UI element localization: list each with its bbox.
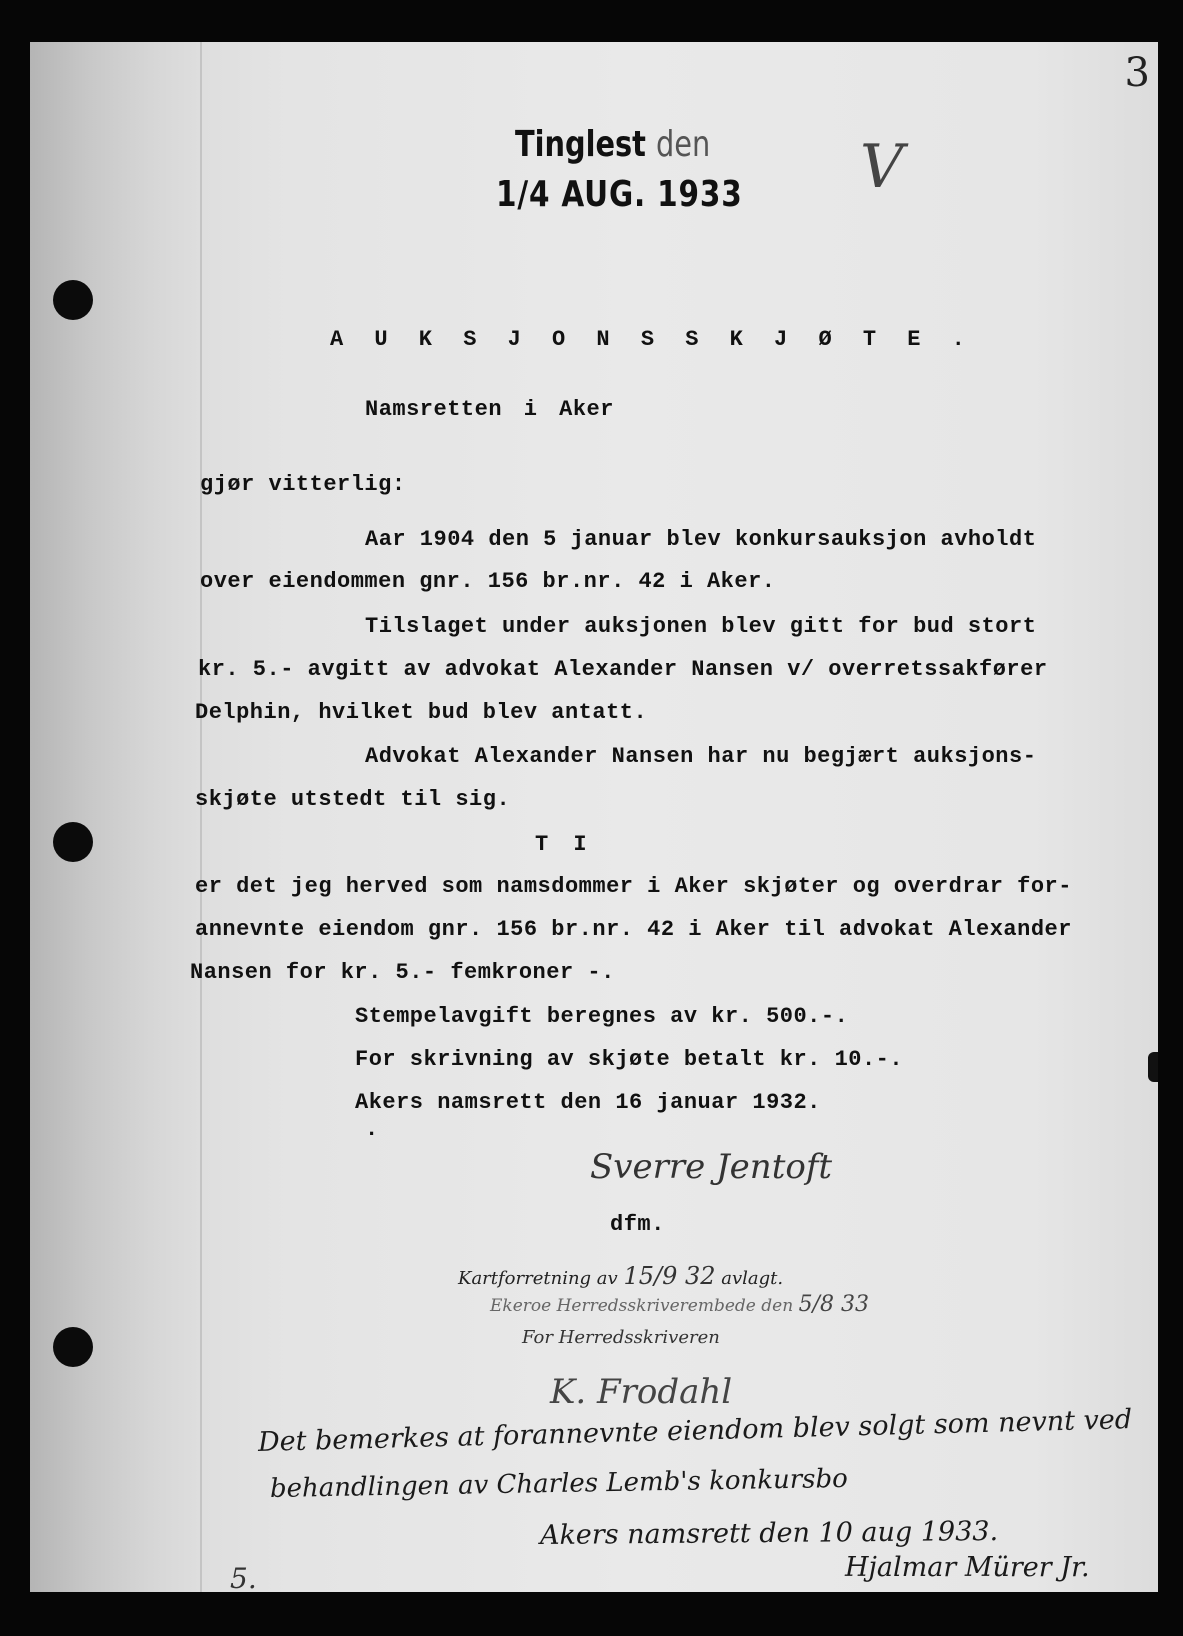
handwritten-note-line: Det bemerkes at forannevnte eiendom blev solgt som nevnt ved bbox=[257, 1404, 1133, 1458]
makes-known-line: gjør vitterlig: bbox=[200, 472, 406, 497]
text-line: er det jeg herved som namsdommer i Aker skjøter og overdrar for- bbox=[195, 874, 1072, 899]
office-date: 5/8 33 bbox=[798, 1292, 869, 1317]
survey-registration-line bbox=[458, 1262, 783, 1290]
survey-label: Kartforretning av bbox=[458, 1268, 618, 1289]
punch-hole bbox=[53, 1327, 93, 1367]
text-line: over eiendommen gnr. 156 br.nr. 42 i Aker. bbox=[200, 569, 776, 594]
registrar-signature: K. Frodahl bbox=[550, 1372, 733, 1412]
folio-number: 5. bbox=[230, 1562, 257, 1592]
text-line: Delphin, hvilket bud blev antatt. bbox=[195, 700, 648, 725]
office-registration-line bbox=[490, 1292, 869, 1317]
registration-stamp-date: 1/4 AUG. 1933 bbox=[496, 174, 743, 215]
date-line: Akers namsrett den 16 januar 1932. bbox=[355, 1090, 821, 1115]
margin-line bbox=[200, 42, 202, 1592]
survey-date: 15/9 32 bbox=[623, 1262, 716, 1290]
document-title: A U K S J O N S S K J Ø T E . bbox=[330, 327, 974, 352]
punch-hole bbox=[53, 822, 93, 862]
handwritten-note-date: Akers namsrett den 10 aug 1933. bbox=[539, 1516, 999, 1551]
registration-stamp-title bbox=[515, 124, 710, 165]
therefore-heading: T I bbox=[535, 832, 593, 857]
text-line: kr. 5.- avgitt av advokat Alexander Nansen v/ overretssakfører bbox=[198, 657, 1048, 682]
text-line: Tilslaget under auksjonen blev gitt for bud stort bbox=[365, 614, 1037, 639]
check-mark: V bbox=[860, 132, 904, 202]
text-line: skjøte utstedt til sig. bbox=[195, 787, 511, 812]
text-line: Advokat Alexander Nansen har nu begjært auksjons- bbox=[365, 744, 1037, 769]
page-number: 3 bbox=[1124, 50, 1150, 96]
handwritten-note-line: behandlingen av Charles Lemb's konkursbo bbox=[269, 1463, 849, 1504]
stamp-title-text: Tinglest bbox=[515, 124, 646, 165]
stamp-title-suffix: den bbox=[655, 124, 711, 165]
registrar-label: For Herredsskriveren bbox=[522, 1327, 720, 1348]
stray-dot: . bbox=[365, 1117, 379, 1142]
court-name: Namsretten i Aker bbox=[365, 397, 614, 422]
text-line: Nansen for kr. 5.- femkroner -. bbox=[190, 960, 615, 985]
text-line: annevnte eiendom gnr. 156 br.nr. 42 i Aker til advokat Alexander bbox=[195, 917, 1072, 942]
document-page bbox=[30, 42, 1158, 1592]
page-edge-notch bbox=[1148, 1052, 1158, 1082]
survey-suffix: avlagt. bbox=[721, 1268, 784, 1289]
text-line: For skrivning av skjøte betalt kr. 10.-. bbox=[355, 1047, 904, 1072]
text-line: Stempelavgift beregnes av kr. 500.-. bbox=[355, 1004, 849, 1029]
note-signature: Hjalmar Mürer Jr. bbox=[845, 1552, 1090, 1583]
office-label: Ekeroe Herredsskriverembede den bbox=[490, 1296, 794, 1316]
punch-hole bbox=[53, 280, 93, 320]
signature-title: dfm. bbox=[610, 1212, 665, 1237]
judge-signature: Sverre Jentoft bbox=[590, 1147, 833, 1187]
text-line: Aar 1904 den 5 januar blev konkursauksjon avholdt bbox=[365, 527, 1037, 552]
